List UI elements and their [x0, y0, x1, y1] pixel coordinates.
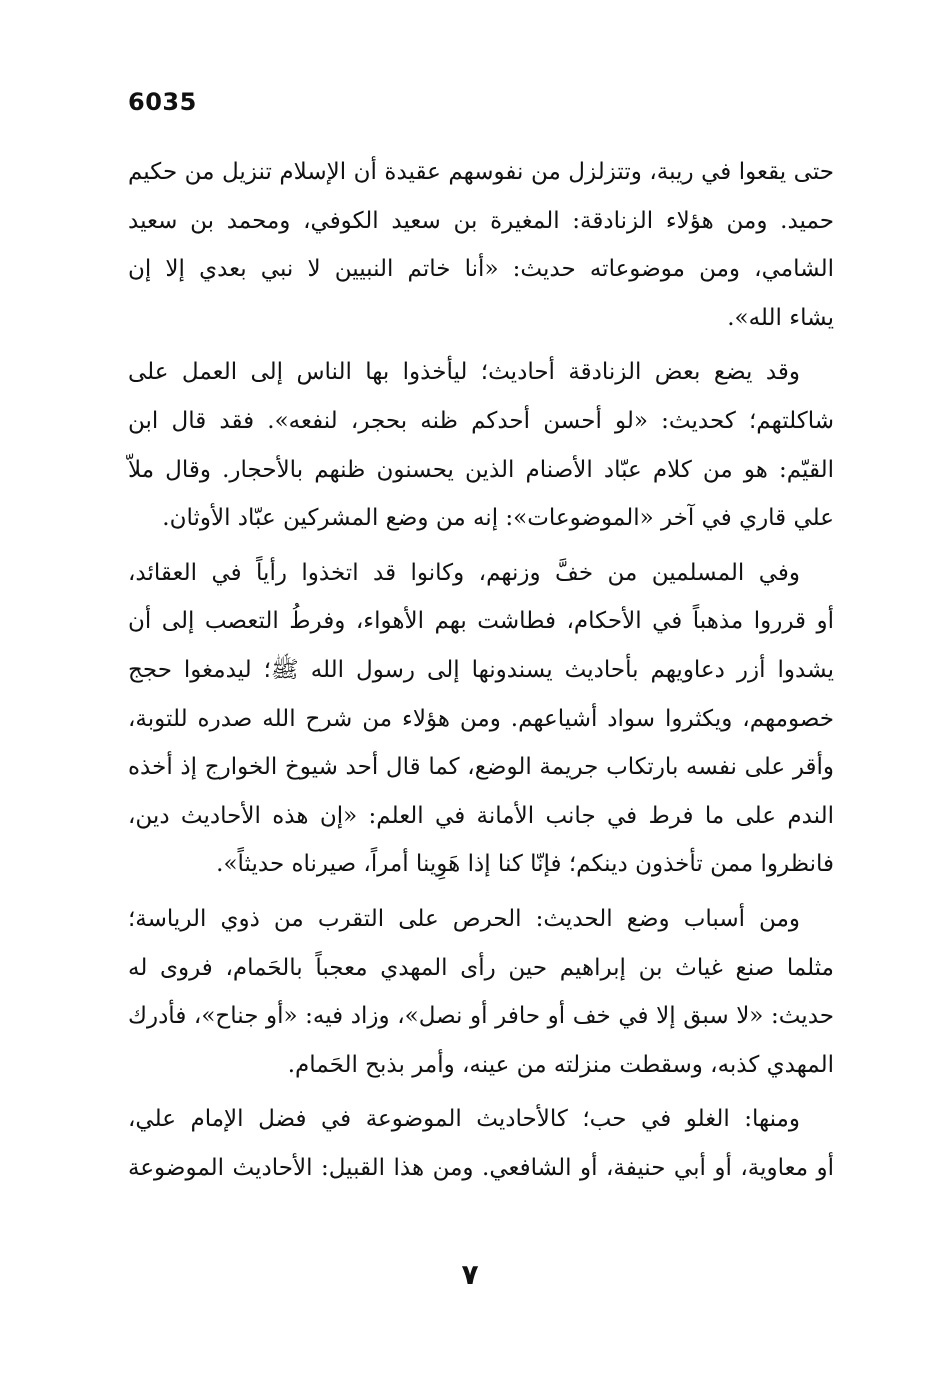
text-line: يشاء الله».	[727, 304, 834, 331]
text-line: علي قاري في آخر «الموضوعات»: إنه من وضع المشركين عبّاد الأوثان.	[162, 505, 834, 532]
text-line: وقد يضع بعض الزنادقة أحاديث؛ ليأخذوا بها الناس إلى العمل على	[128, 359, 800, 386]
text-line: القيّم: هو من كلام عبّاد الأصنام الذين يحسنون ظنهم بالأحجار. وقال ملاّ	[128, 456, 834, 483]
text-line: مثلما صنع غياث بن إبراهيم حين رأى المهدي معجباً بالحَمام، فروى له	[128, 954, 834, 981]
page-number: ٧	[461, 1258, 479, 1291]
text-line: يشدوا أزر دعاويهم بأحاديث يسندونها إلى رسول الله ﷺ؛ ليدمغوا حجج	[128, 656, 834, 683]
text-line: ومن أسباب وضع الحديث: الحرص على التقرب من ذوي الرياسة؛	[128, 905, 800, 932]
text-line: أو قرروا مذهباً في الأحكام، فطاشت بهم الأهواء، وفرطُ التعصب إلى أن	[128, 608, 834, 635]
text-line: حميد. ومن هؤلاء الزنادقة: المغيرة بن سعيد الكوفي، ومحمد بن سعيد	[128, 207, 834, 234]
text-line: حتى يقعوا في ريبة، وتتزلزل من نفوسهم عقيدة أن الإسلام تنزيل من حكيم	[128, 159, 834, 185]
text-line: الندم على ما فرط في جانب الأمانة في العلم: «إن هذه الأحاديث دين،	[128, 802, 834, 829]
text-line: المهدي كذبه، وسقطت منزلته من عينه، وأمر بذبح الحَمام.	[287, 1051, 834, 1078]
text-line: ومنها: الغلو في حب؛ كالأحاديث الموضوعة في فضل الإمام علي،	[128, 1106, 800, 1133]
text-line: الشامي، ومن موضوعاته حديث: «أنا خاتم النبيين لا نبي بعدي إلا إن	[128, 256, 834, 283]
text-line: حديث: «لا سبق إلا في خف أو حافر أو نصل»، وزاد فيه: «أو جناح»، فأدرك	[128, 1003, 834, 1030]
text-line: أو معاوية، أو أبي حنيفة، أو الشافعي. ومن هذا القبيل: الأحاديث الموضوعة	[128, 1154, 834, 1181]
page-id: 6035	[128, 88, 197, 116]
text-line: فانظروا ممن تأخذون دينكم؛ فإنّا كنا إذا هَوِينا أمراً، صيرناه حديثاً».	[216, 851, 834, 878]
text-line: خصومهم، ويكثروا سواد أشياعهم. ومن هؤلاء من شرح الله صدره للتوبة،	[128, 705, 834, 732]
text-line: شاكلتهم؛ كحديث: «لو أحسن أحدكم ظنه بحجر، لنفعه». فقد قال ابن	[128, 407, 834, 434]
text-line: وأقر على نفسه بارتكاب جريمة الوضع، كما قال أحد شيوخ الخوارج إذ أخذه	[128, 754, 834, 781]
body-text	[128, 148, 834, 1192]
text-line: وفي المسلمين من خفَّ وزنهم، وكانوا قد اتخذوا رأياً في العقائد،	[128, 559, 800, 586]
